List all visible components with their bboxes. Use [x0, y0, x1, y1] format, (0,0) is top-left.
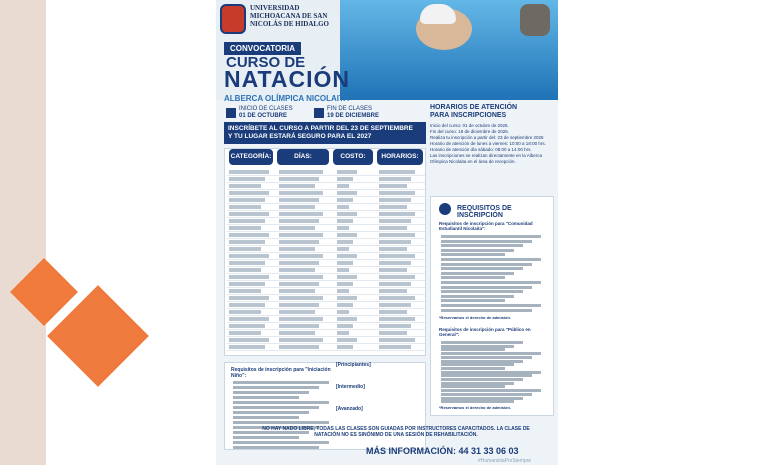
- level-c: [Avanzado]: [336, 406, 363, 412]
- table-cell-text: [279, 240, 319, 244]
- requirement-line: [441, 393, 532, 396]
- dates-row: [226, 106, 426, 120]
- table-cell-text: [337, 289, 349, 293]
- table-cell-text: [229, 184, 261, 188]
- table-cell-text: [279, 170, 323, 174]
- table-cell-text: [379, 317, 415, 321]
- table-cell-text: [379, 198, 411, 202]
- table-cell-text: [229, 331, 261, 335]
- table-cell-text: [379, 331, 407, 335]
- requirements-public-title: Requisitos de inscripción para "Público en General":: [439, 327, 531, 337]
- calendar-icon: [226, 108, 236, 118]
- table-cell-text: [279, 268, 315, 272]
- table-cell-text: [379, 282, 411, 286]
- col-dias: DÍAS:: [277, 149, 329, 165]
- table-cell-text: [379, 177, 411, 181]
- requirements-right: [430, 196, 554, 416]
- table-cell-text: [279, 233, 323, 237]
- table-row: [227, 246, 425, 253]
- table-cell-text: [279, 282, 319, 286]
- table-cell-text: [337, 296, 357, 300]
- col-horarios: HORARIOS:: [377, 149, 423, 165]
- table-row: [227, 211, 425, 218]
- requirement-line: [441, 356, 532, 359]
- table-cell-text: [379, 338, 415, 342]
- table-cell-text: [379, 226, 407, 230]
- level-b: [Intermedio]: [336, 384, 365, 390]
- table-cell-text: [279, 303, 319, 307]
- table-cell-text: [337, 177, 353, 181]
- table-cell-text: [379, 233, 415, 237]
- table-cell-text: [229, 233, 269, 237]
- table-cell-text: [229, 212, 269, 216]
- table-cell-text: [337, 261, 353, 265]
- attention-item: Inicio del curso: 01 de octubre de 2026.: [430, 123, 509, 128]
- right-panel: [558, 0, 775, 465]
- table-cell-text: [279, 212, 323, 216]
- requirement-line: [441, 382, 514, 385]
- table-cell-text: [379, 345, 411, 349]
- table-cell-text: [379, 170, 415, 174]
- table-cell-text: [279, 191, 323, 195]
- table-row: [227, 288, 425, 295]
- table-cell-text: [229, 226, 261, 230]
- table-cell-text: [279, 198, 319, 202]
- table-row: [227, 197, 425, 204]
- table-cell-text: [379, 296, 415, 300]
- requirement-line: [441, 389, 541, 392]
- requirement-line: [441, 367, 505, 370]
- left-panel: [46, 0, 216, 465]
- table-cell-text: [337, 233, 357, 237]
- requirement-line: [441, 263, 532, 266]
- requirement-line: [441, 345, 514, 348]
- table-cell-text: [229, 317, 269, 321]
- table-row: [227, 295, 425, 302]
- requirement-line: [233, 441, 329, 444]
- requirement-line: [441, 348, 505, 351]
- title-line-1: CURSO DE: [226, 54, 306, 71]
- start-label: INICIO DE CLASES: [239, 106, 293, 112]
- table-cell-text: [279, 275, 323, 279]
- table-cell-text: [279, 219, 319, 223]
- requirement-line: [233, 406, 319, 409]
- requirement-line: [441, 253, 505, 256]
- table-cell-text: [337, 226, 349, 230]
- requirement-line: [441, 295, 514, 298]
- requirement-line: [441, 360, 523, 363]
- table-cell-text: [337, 275, 357, 279]
- table-cell-text: [229, 275, 269, 279]
- end-label: FIN DE CLASES: [327, 106, 373, 112]
- enroll-line-1: INSCRÍBETE AL CURSO A PARTIR DEL 23 DE SEPTIEMBRE: [228, 125, 413, 132]
- table-cell-text: [279, 261, 319, 265]
- table-cell-text: [379, 191, 415, 195]
- table-cell-text: [337, 282, 353, 286]
- col-costo: COSTO:: [333, 149, 373, 165]
- table-cell-text: [337, 212, 357, 216]
- table-row: [227, 337, 425, 344]
- table-cell-text: [337, 170, 357, 174]
- table-cell-text: [229, 324, 265, 328]
- table-cell-text: [279, 296, 323, 300]
- info-icon: [439, 203, 451, 215]
- requirement-line: [233, 391, 309, 394]
- requirement-line: [441, 397, 523, 400]
- requirement-line: [233, 396, 299, 399]
- table-cell-text: [229, 205, 261, 209]
- requirement-line: [233, 446, 319, 449]
- table-row: [227, 183, 425, 190]
- table-cell-text: [279, 177, 319, 181]
- requirement-line: [441, 244, 523, 247]
- requirements-left-title: Requisitos de inscripción para "Iniciación Niño":: [231, 367, 331, 379]
- requirement-line: [441, 400, 514, 403]
- table-row: [227, 225, 425, 232]
- table-cell-text: [229, 254, 269, 258]
- table-cell-text: [229, 170, 269, 174]
- table-row: [227, 344, 425, 351]
- table-cell-text: [229, 289, 261, 293]
- table-cell-text: [379, 254, 415, 258]
- enroll-banner: [224, 122, 426, 144]
- mascot-logo-icon: [520, 4, 550, 36]
- requirement-line: [441, 385, 505, 388]
- calendar-icon: [314, 108, 324, 118]
- table-cell-text: [337, 338, 357, 342]
- phone-info: MÁS INFORMACIÓN: 44 31 33 06 03: [366, 446, 519, 456]
- start-date: 01 DE OCTUBRE: [239, 113, 288, 119]
- table-cell-text: [229, 296, 269, 300]
- table-row: [227, 302, 425, 309]
- requirement-line: [233, 411, 309, 414]
- table-cell-text: [229, 261, 265, 265]
- swim-poster: [216, 0, 558, 465]
- table-cell-text: [279, 226, 315, 230]
- requirement-line: [441, 341, 523, 344]
- reserve-note: *Reservamos el derecho de admisión.: [439, 315, 512, 320]
- university-name: UNIVERSIDAD MICHOACANA DE SAN NICOLÁS DE HIDALGO: [250, 4, 329, 28]
- requirement-line: [441, 281, 541, 284]
- table-cell-text: [229, 282, 265, 286]
- requirement-line: [441, 304, 541, 307]
- table-row: [227, 330, 425, 337]
- table-cell-text: [229, 247, 261, 251]
- table-row: [227, 176, 425, 183]
- requirement-line: [441, 267, 523, 270]
- table-cell-text: [279, 331, 315, 335]
- swim-cap: [420, 4, 456, 24]
- table-row: [227, 309, 425, 316]
- table-cell-text: [379, 205, 407, 209]
- table-row: [227, 232, 425, 239]
- table-row: [227, 239, 425, 246]
- level-a: [Principiantes]: [336, 362, 371, 368]
- table-cell-text: [337, 310, 349, 314]
- requirement-line: [441, 240, 532, 243]
- requirement-line: [441, 371, 541, 374]
- requirements-title: REQUISITOS DE INSCRIPCIÓN: [457, 205, 512, 219]
- table-cell-text: [337, 331, 349, 335]
- table-cell-text: [229, 240, 265, 244]
- table-cell-text: [279, 324, 319, 328]
- table-cell-text: [337, 247, 349, 251]
- table-cell-text: [379, 275, 415, 279]
- table-row: [227, 190, 425, 197]
- requirement-line: [441, 286, 532, 289]
- table-cell-text: [279, 254, 323, 258]
- requirement-line: [441, 249, 514, 252]
- table-cell-text: [337, 345, 353, 349]
- requirement-line: [233, 381, 329, 384]
- table-cell-text: [337, 268, 349, 272]
- requirement-line: [233, 421, 329, 424]
- attention-title-2: PARA INSCRIPCIONES: [430, 112, 507, 119]
- table-row: [227, 204, 425, 211]
- requirement-line: [441, 258, 541, 261]
- table-cell-text: [229, 198, 265, 202]
- table-row: [227, 267, 425, 274]
- requirement-line: [441, 378, 523, 381]
- requirement-line: [441, 299, 505, 302]
- table-cell-text: [337, 317, 357, 321]
- table-row: [227, 218, 425, 225]
- title-line-3: ALBERCA OLÍMPICA NICOLAITA: [224, 94, 350, 103]
- table-cell-text: [337, 240, 353, 244]
- table-cell-text: [337, 324, 353, 328]
- table-row: [227, 316, 425, 323]
- table-row: [227, 281, 425, 288]
- attention-item: Realiza tu inscripción a partir del: 23 de septiembre 2026: [430, 135, 544, 140]
- table-cell-text: [379, 310, 407, 314]
- attention-item: Las inscripciones se realizan directamente en la Alberca Olímpica Nicolaita en el área de recepción.: [430, 153, 543, 164]
- table-row: [227, 323, 425, 330]
- requirement-line: [441, 352, 541, 355]
- table-cell-text: [229, 219, 265, 223]
- table-cell-text: [229, 177, 265, 181]
- table-cell-text: [379, 219, 411, 223]
- requirement-line: [233, 386, 319, 389]
- table-cell-text: [279, 205, 315, 209]
- table-cell-text: [279, 317, 323, 321]
- table-cell-text: [379, 240, 411, 244]
- left-bar: [0, 0, 46, 465]
- table-cell-text: [379, 268, 407, 272]
- hashtag: #HumanistaPorSiempre: [478, 458, 532, 464]
- footer-note: NO HAY NADO LIBRE, TODAS LAS CLASES SON GUIADAS POR INSTRUCTORES CAPACITADOS. LA CLASE DE NATACIÓN NO ES SINÓNIMO DE UNA SESIÓN DE REHABILITACIÓN.: [262, 426, 530, 438]
- requirement-line: [233, 401, 329, 404]
- table-cell-text: [279, 184, 315, 188]
- attention-hours: [430, 104, 554, 186]
- levels-block: [336, 362, 428, 422]
- requirement-line: [441, 363, 514, 366]
- requirement-line: [441, 374, 532, 377]
- table-cell-text: [337, 184, 349, 188]
- table-cell-text: [337, 303, 353, 307]
- requirement-line: [441, 272, 514, 275]
- table-cell-text: [279, 338, 323, 342]
- enroll-line-2: Y TU LUGAR ESTARÁ SEGURO PARA EL 2027: [228, 133, 372, 140]
- university-seal-icon: [220, 4, 246, 34]
- requirement-line: [441, 309, 532, 312]
- table-cell-text: [279, 289, 315, 293]
- table-row: [227, 253, 425, 260]
- table-cell-text: [229, 310, 261, 314]
- attention-title-1: HORARIOS DE ATENCIÓN: [430, 104, 518, 111]
- table-cell-text: [379, 303, 411, 307]
- table-cell-text: [379, 261, 411, 265]
- table-cell-text: [337, 205, 349, 209]
- table-cell-text: [379, 184, 407, 188]
- table-cell-text: [279, 345, 319, 349]
- requirement-line: [441, 276, 505, 279]
- table-cell-text: [379, 324, 411, 328]
- table-cell-text: [229, 268, 261, 272]
- requirements-students-title: Requisitos de inscripción para "Comunidad Estudiantil Nicolaita":: [439, 221, 533, 231]
- reserve-note: *Reservamos el derecho de admisión.: [439, 405, 512, 410]
- table-cell-text: [379, 289, 407, 293]
- attention-item: Fin del curso: 19 de diciembre de 2026.: [430, 129, 510, 134]
- requirement-line: [441, 290, 523, 293]
- requirement-line: [441, 235, 541, 238]
- table-cell-text: [337, 254, 357, 258]
- col-categoria: CATEGORÍA:: [229, 149, 273, 165]
- table-row: [227, 169, 425, 176]
- table-row: [227, 274, 425, 281]
- table-cell-text: [379, 212, 415, 216]
- title-line-2: NATACIÓN: [224, 66, 350, 92]
- end-date: 19 DE DICIEMBRE: [327, 113, 380, 119]
- convocatoria-badge: CONVOCATORIA: [224, 42, 301, 55]
- table-row: [227, 260, 425, 267]
- table-cell-text: [229, 191, 269, 195]
- requirement-line: [233, 416, 299, 419]
- pricing-table: [224, 148, 426, 356]
- table-cell-text: [279, 310, 315, 314]
- attention-item: Horario de atención de lunes a viernes: 10:00 a 18:00 hrs.: [430, 141, 546, 146]
- attention-item: Horario de atención día sábado: 08:00 a 14:00 hrs.: [430, 147, 532, 152]
- table-cell-text: [229, 338, 269, 342]
- table-cell-text: [337, 191, 357, 195]
- table-cell-text: [279, 247, 315, 251]
- table-cell-text: [379, 247, 407, 251]
- table-cell-text: [229, 303, 265, 307]
- table-cell-text: [337, 198, 353, 202]
- table-cell-text: [337, 219, 353, 223]
- table-cell-text: [229, 345, 265, 349]
